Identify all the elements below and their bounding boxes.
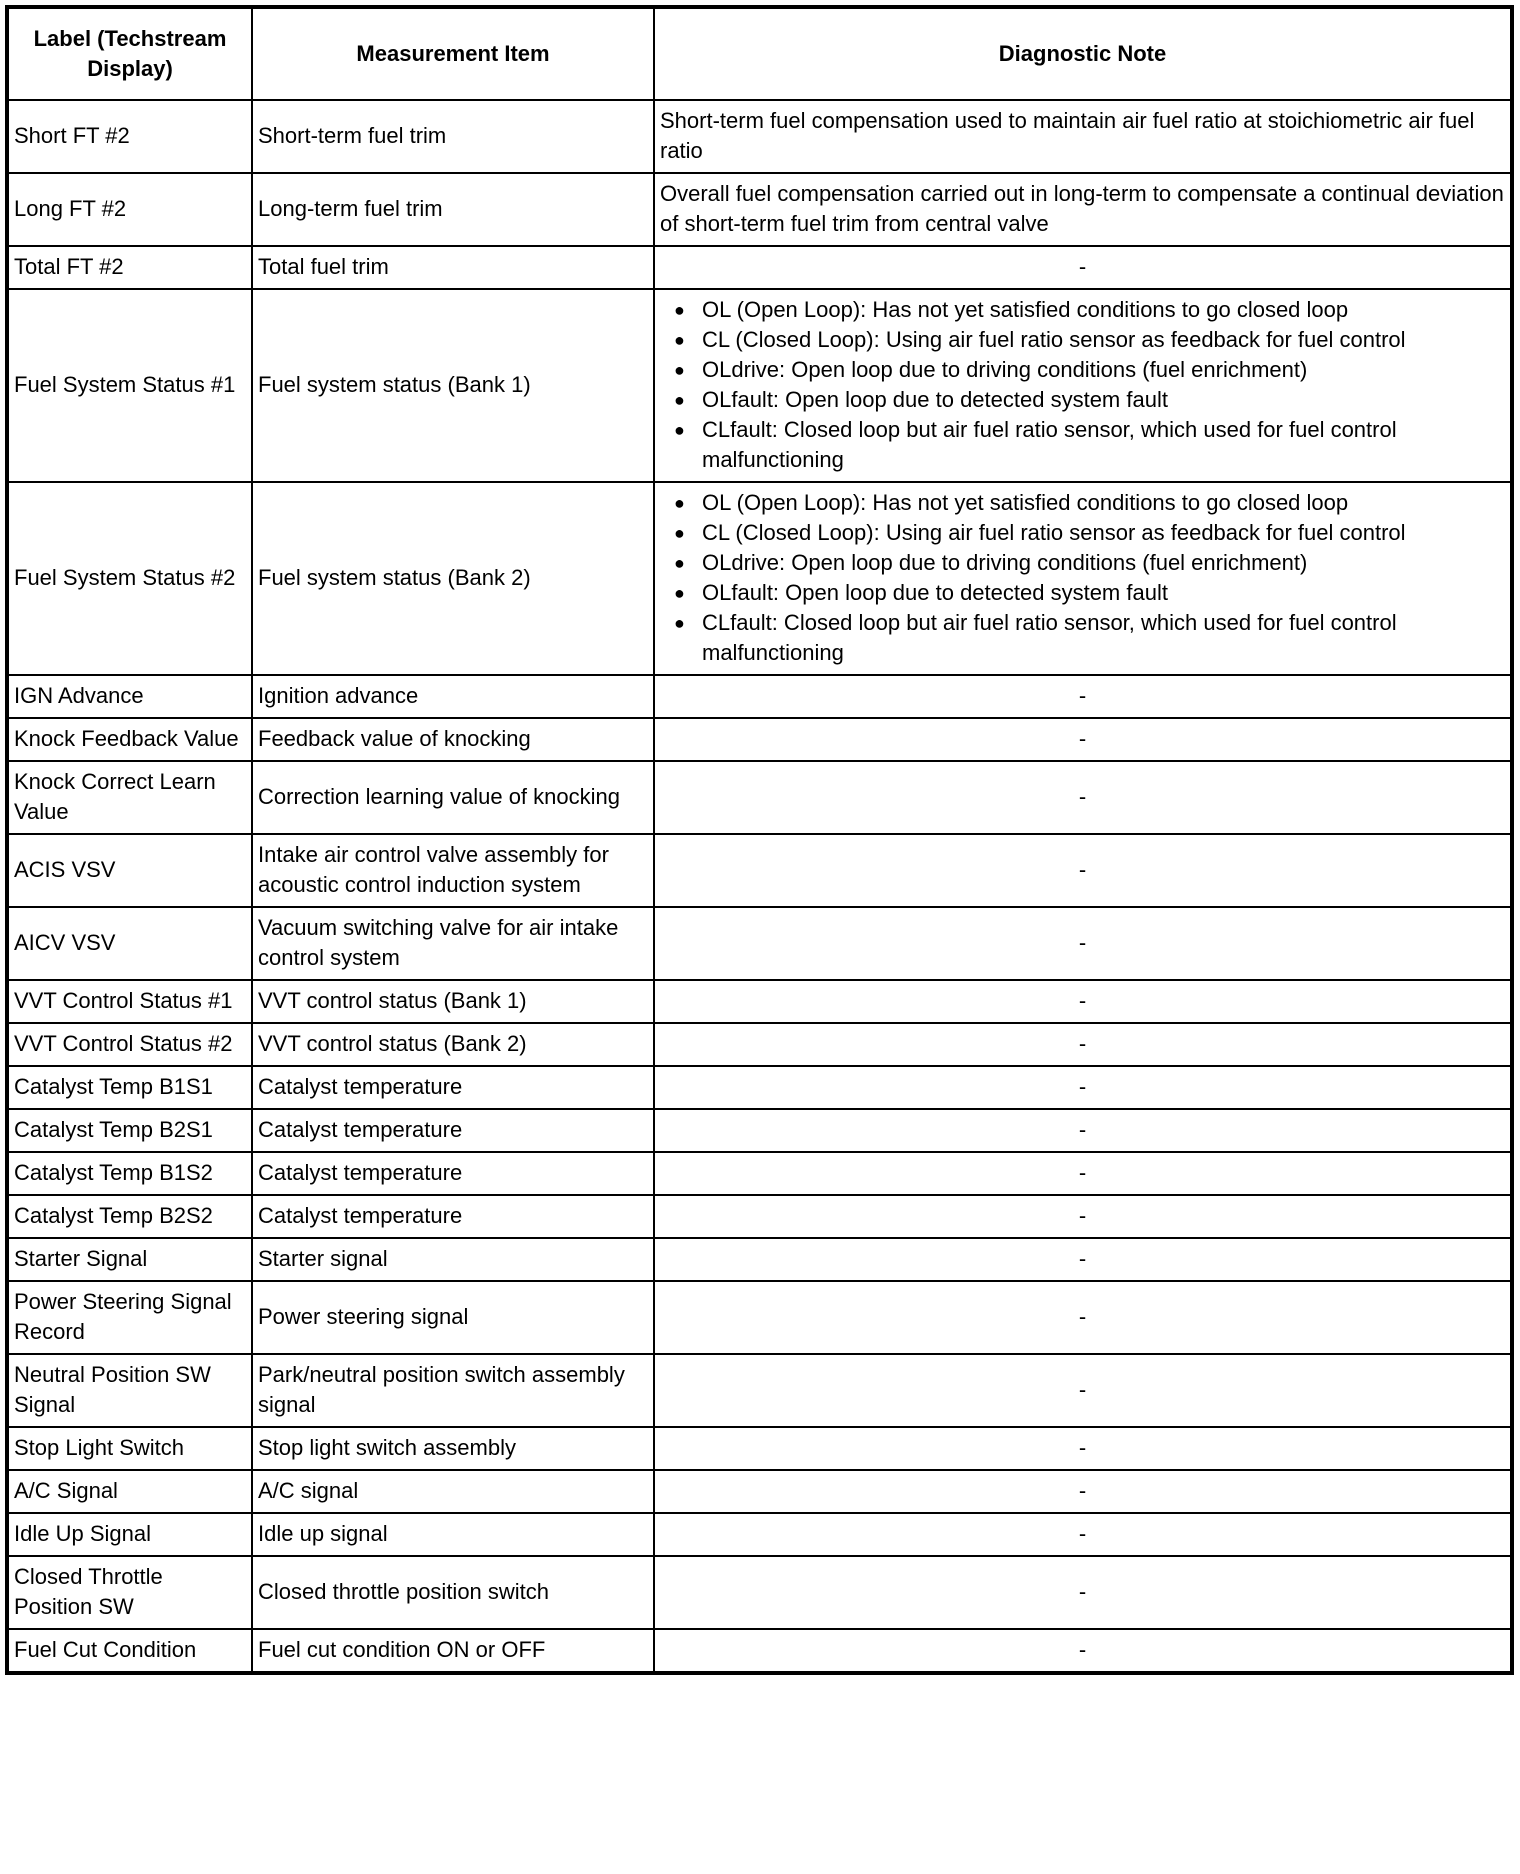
note-bullet-item: ● OLfault: Open loop due to detected system fault — [674, 578, 1505, 608]
row-label: Knock Correct Learn Value — [7, 761, 252, 834]
row-measurement-item: Stop light switch assembly — [252, 1427, 654, 1470]
row-measurement-item: Fuel system status (Bank 1) — [252, 289, 654, 482]
table-row — [7, 761, 1512, 834]
row-label: Catalyst Temp B2S1 — [7, 1109, 252, 1152]
row-measurement-item: Long-term fuel trim — [252, 173, 654, 246]
note-bullet-item: ● CL (Closed Loop): Using air fuel ratio sensor as feedback for fuel control — [674, 325, 1505, 355]
row-label: AICV VSV — [7, 907, 252, 980]
table-row — [7, 1629, 1512, 1673]
header-row — [7, 7, 1512, 100]
table-row — [7, 1109, 1512, 1152]
row-measurement-item: Power steering signal — [252, 1281, 654, 1354]
table-row — [7, 1195, 1512, 1238]
row-diagnostic-note: - — [654, 1470, 1512, 1513]
header-measurement-item: Measurement Item — [252, 7, 654, 100]
note-bullet-item: ● CLfault: Closed loop but air fuel ratio sensor, which used for fuel control malfunctioning — [674, 415, 1505, 475]
table-row — [7, 1066, 1512, 1109]
row-label: ACIS VSV — [7, 834, 252, 907]
table-row — [7, 246, 1512, 289]
table-row — [7, 1238, 1512, 1281]
row-label: Total FT #2 — [7, 246, 252, 289]
row-diagnostic-note: - — [654, 1556, 1512, 1629]
row-diagnostic-note: - — [654, 1195, 1512, 1238]
table-row — [7, 834, 1512, 907]
row-label: Short FT #2 — [7, 100, 252, 173]
row-measurement-item: A/C signal — [252, 1470, 654, 1513]
note-bullet-item: ● CLfault: Closed loop but air fuel ratio sensor, which used for fuel control malfunctioning — [674, 608, 1505, 668]
row-measurement-item: Fuel cut condition ON or OFF — [252, 1629, 654, 1673]
header-label: Label (Techstream Display) — [7, 7, 252, 100]
table-row — [7, 675, 1512, 718]
row-label: IGN Advance — [7, 675, 252, 718]
row-measurement-item: Catalyst temperature — [252, 1195, 654, 1238]
row-diagnostic-note: - — [654, 1109, 1512, 1152]
note-bullet-item: ● OLdrive: Open loop due to driving conditions (fuel enrichment) — [674, 548, 1505, 578]
table-body — [7, 100, 1512, 1673]
row-label: A/C Signal — [7, 1470, 252, 1513]
row-measurement-item: Short-term fuel trim — [252, 100, 654, 173]
row-measurement-item: Feedback value of knocking — [252, 718, 654, 761]
row-diagnostic-note: - — [654, 718, 1512, 761]
row-diagnostic-note: Overall fuel compensation carried out in long-term to compensate a continual deviation of short-term fuel trim from central valve — [654, 173, 1512, 246]
note-bullet-item: ● OLdrive: Open loop due to driving conditions (fuel enrichment) — [674, 355, 1505, 385]
row-measurement-item: VVT control status (Bank 1) — [252, 980, 654, 1023]
row-label: Fuel System Status #2 — [7, 482, 252, 675]
row-label: VVT Control Status #2 — [7, 1023, 252, 1066]
row-label: Closed Throttle Position SW — [7, 1556, 252, 1629]
table-row — [7, 1023, 1512, 1066]
table-row — [7, 1556, 1512, 1629]
row-label: Long FT #2 — [7, 173, 252, 246]
row-label: Catalyst Temp B1S1 — [7, 1066, 252, 1109]
row-measurement-item: Starter signal — [252, 1238, 654, 1281]
row-measurement-item: Correction learning value of knocking — [252, 761, 654, 834]
row-label: Stop Light Switch — [7, 1427, 252, 1470]
row-label: Catalyst Temp B2S2 — [7, 1195, 252, 1238]
row-measurement-item: VVT control status (Bank 2) — [252, 1023, 654, 1066]
note-bullet-item: ● CL (Closed Loop): Using air fuel ratio sensor as feedback for fuel control — [674, 518, 1505, 548]
row-measurement-item: Total fuel trim — [252, 246, 654, 289]
row-label: Neutral Position SW Signal — [7, 1354, 252, 1427]
row-diagnostic-note: - — [654, 1513, 1512, 1556]
row-diagnostic-note: - — [654, 834, 1512, 907]
row-diagnostic-note: - — [654, 1152, 1512, 1195]
table-row — [7, 289, 1512, 482]
row-label: Fuel Cut Condition — [7, 1629, 252, 1673]
row-label: Fuel System Status #1 — [7, 289, 252, 482]
row-measurement-item: Catalyst temperature — [252, 1152, 654, 1195]
note-bullet-list — [660, 295, 1505, 475]
row-diagnostic-note: - — [654, 675, 1512, 718]
row-diagnostic-note: Short-term fuel compensation used to maintain air fuel ratio at stoichiometric air fuel ratio — [654, 100, 1512, 173]
row-measurement-item: Vacuum switching valve for air intake control system — [252, 907, 654, 980]
row-diagnostic-note: - — [654, 1427, 1512, 1470]
data-list-table — [5, 5, 1514, 1675]
row-measurement-item: Ignition advance — [252, 675, 654, 718]
note-bullet-list — [660, 488, 1505, 668]
row-diagnostic-note — [654, 289, 1512, 482]
row-diagnostic-note: - — [654, 1066, 1512, 1109]
table-row — [7, 173, 1512, 246]
row-diagnostic-note: - — [654, 1023, 1512, 1066]
row-diagnostic-note: - — [654, 1629, 1512, 1673]
row-diagnostic-note: - — [654, 907, 1512, 980]
row-diagnostic-note: - — [654, 1354, 1512, 1427]
row-diagnostic-note — [654, 482, 1512, 675]
row-diagnostic-note: - — [654, 246, 1512, 289]
table-row — [7, 1354, 1512, 1427]
row-measurement-item: Intake air control valve assembly for acoustic control induction system — [252, 834, 654, 907]
table-row — [7, 482, 1512, 675]
row-diagnostic-note: - — [654, 761, 1512, 834]
note-bullet-item: ● OL (Open Loop): Has not yet satisfied conditions to go closed loop — [674, 295, 1505, 325]
row-label: VVT Control Status #1 — [7, 980, 252, 1023]
table-row — [7, 100, 1512, 173]
table-row — [7, 907, 1512, 980]
row-label: Knock Feedback Value — [7, 718, 252, 761]
table-row — [7, 1513, 1512, 1556]
row-measurement-item: Catalyst temperature — [252, 1066, 654, 1109]
row-label: Idle Up Signal — [7, 1513, 252, 1556]
row-measurement-item: Idle up signal — [252, 1513, 654, 1556]
header-diagnostic-note: Diagnostic Note — [654, 7, 1512, 100]
row-measurement-item: Closed throttle position switch — [252, 1556, 654, 1629]
table-row — [7, 1470, 1512, 1513]
row-measurement-item: Catalyst temperature — [252, 1109, 654, 1152]
row-measurement-item: Park/neutral position switch assembly signal — [252, 1354, 654, 1427]
row-diagnostic-note: - — [654, 1281, 1512, 1354]
row-label: Starter Signal — [7, 1238, 252, 1281]
row-label: Power Steering Signal Record — [7, 1281, 252, 1354]
note-bullet-item: ● OL (Open Loop): Has not yet satisfied conditions to go closed loop — [674, 488, 1505, 518]
note-bullet-item: ● OLfault: Open loop due to detected system fault — [674, 385, 1505, 415]
row-diagnostic-note: - — [654, 1238, 1512, 1281]
row-measurement-item: Fuel system status (Bank 2) — [252, 482, 654, 675]
table-row — [7, 1281, 1512, 1354]
table-row — [7, 718, 1512, 761]
table-row — [7, 1427, 1512, 1470]
row-label: Catalyst Temp B1S2 — [7, 1152, 252, 1195]
table-row — [7, 980, 1512, 1023]
row-diagnostic-note: - — [654, 980, 1512, 1023]
table-row — [7, 1152, 1512, 1195]
